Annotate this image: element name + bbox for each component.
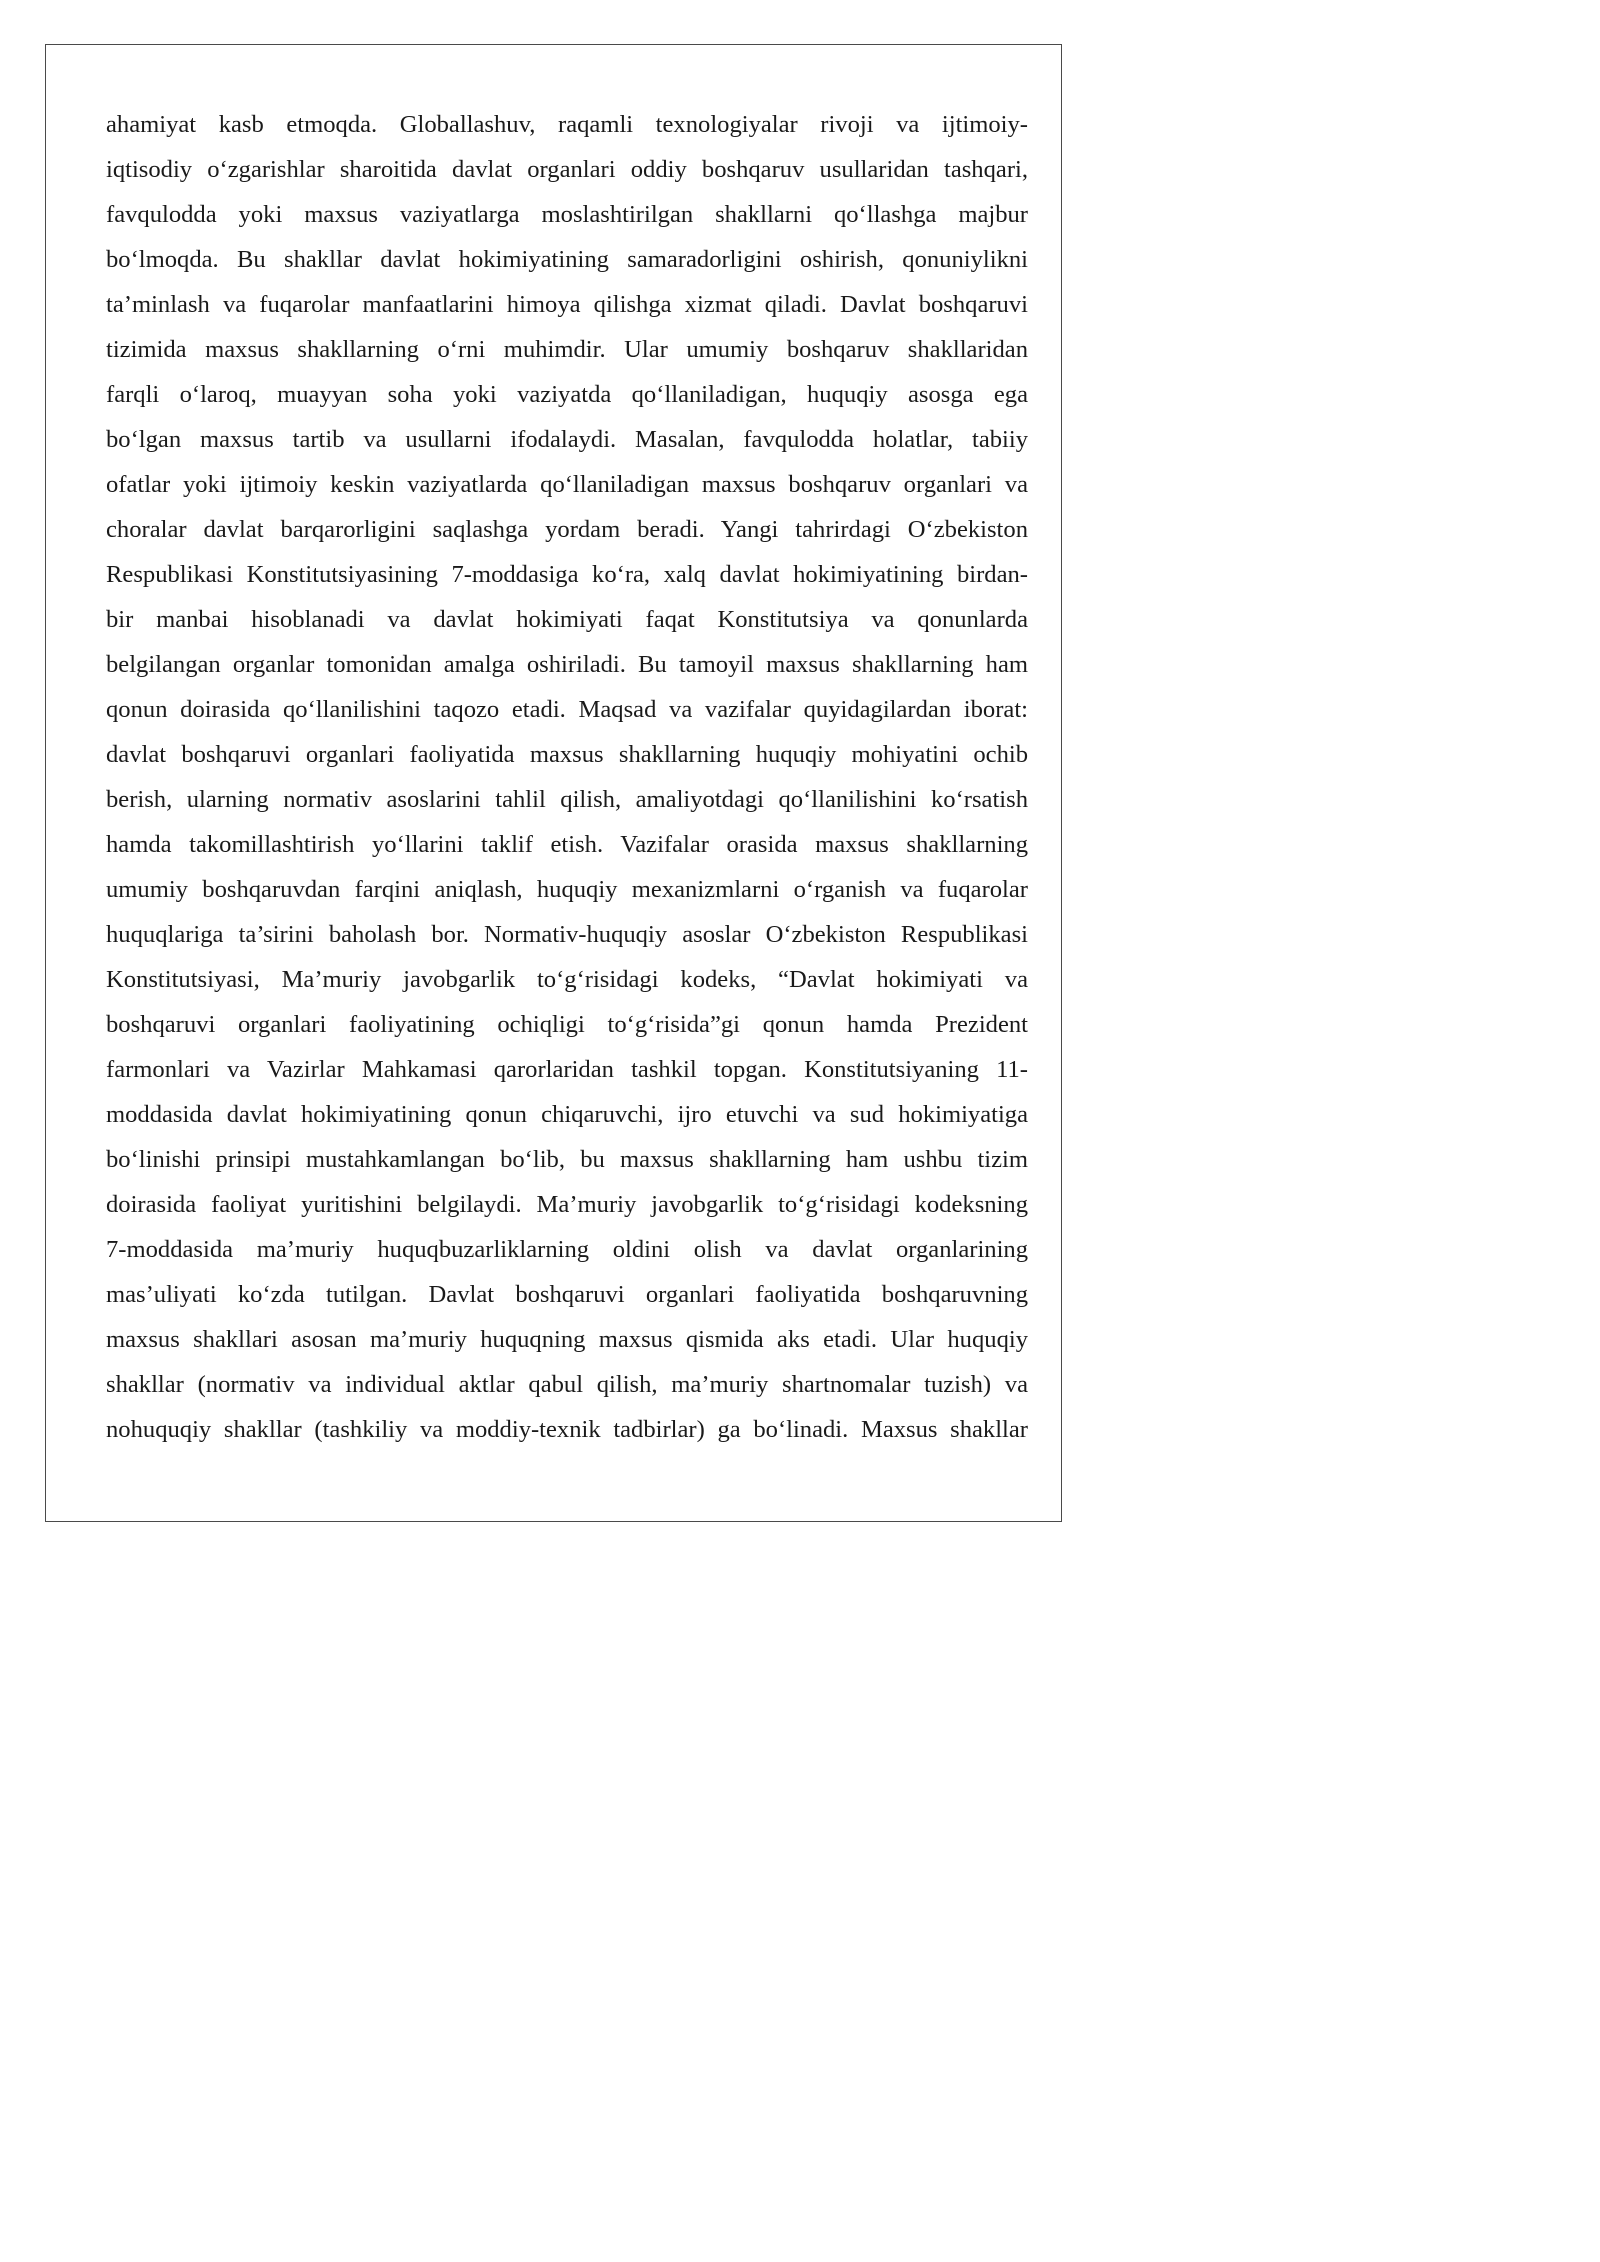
text-line: ofatlar yoki ijtimoiy keskin vaziyatlarda qo‘llaniladigan maxsus boshqaruv organlari va	[106, 471, 1028, 498]
text-line: bo‘lmoqda. Bu shakllar davlat hokimiyatining samaradorligini oshirish, qonuniylikni	[106, 246, 1028, 273]
text-line: huquqlariga ta’sirini baholash bor. Normativ-huquqiy asoslar O‘zbekiston Respublikasi	[106, 921, 1028, 948]
text-line: farmonlari va Vazirlar Mahkamasi qarorlaridan tashkil topgan. Konstitutsiyaning 11-	[106, 1056, 1028, 1083]
text-line: choralar davlat barqarorligini saqlashga yordam beradi. Yangi tahrirdagi O‘zbekiston	[106, 516, 1028, 543]
text-line: bo‘linishi prinsipi mustahkamlangan bo‘lib, bu maxsus shakllarning ham ushbu tizim	[106, 1146, 1028, 1173]
text-line: mas’uliyati ko‘zda tutilgan. Davlat boshqaruvi organlari faoliyatida boshqaruvning	[106, 1281, 1028, 1308]
text-line: bo‘lgan maxsus tartib va usullarni ifodalaydi. Masalan, favqulodda holatlar, tabiiy	[106, 426, 1028, 453]
text-line: ta’minlash va fuqarolar manfaatlarini himoya qilishga xizmat qiladi. Davlat boshqaruvi	[106, 291, 1028, 318]
text-line: favqulodda yoki maxsus vaziyatlarga moslashtirilgan shakllarni qo‘llashga majbur	[106, 201, 1028, 228]
text-line: Konstitutsiyasi, Ma’muriy javobgarlik to‘g‘risidagi kodeks, “Davlat hokimiyati va	[106, 966, 1028, 993]
text-line: qonun doirasida qo‘llanilishini taqozo etadi. Maqsad va vazifalar quyidagilardan iborat:	[106, 696, 1028, 723]
text-line: berish, ularning normativ asoslarini tahlil qilish, amaliyotdagi qo‘llanilishini ko‘rsatish	[106, 786, 1028, 813]
text-line: davlat boshqaruvi organlari faoliyatida maxsus shakllarning huquqiy mohiyatini ochib	[106, 741, 1028, 768]
text-line: moddasida davlat hokimiyatining qonun chiqaruvchi, ijro etuvchi va sud hokimiyatiga	[106, 1101, 1028, 1128]
text-line: tizimida maxsus shakllarning o‘rni muhimdir. Ular umumiy boshqaruv shakllaridan	[106, 336, 1028, 363]
text-line: Respublikasi Konstitutsiyasining 7-moddasiga ko‘ra, xalq davlat hokimiyatining birdan-	[106, 561, 1028, 588]
text-line: iqtisodiy o‘zgarishlar sharoitida davlat organlari oddiy boshqaruv usullaridan tashqari,	[106, 156, 1028, 183]
text-line: ahamiyat kasb etmoqda. Globallashuv, raqamli texnologiyalar rivoji va ijtimoiy-	[106, 111, 1028, 138]
text-line: nohuquqiy shakllar (tashkiliy va moddiy-texnik tadbirlar) ga bo‘linadi. Maxsus shakllar	[106, 1416, 1028, 1443]
text-line: umumiy boshqaruvdan farqini aniqlash, huquqiy mexanizmlarni o‘rganish va fuqarolar	[106, 876, 1028, 903]
text-line: boshqaruvi organlari faoliyatining ochiqligi to‘g‘risida”gi qonun hamda Prezident	[106, 1011, 1028, 1038]
body-paragraph	[106, 102, 1028, 1452]
text-line: maxsus shakllari asosan ma’muriy huquqning maxsus qismida aks etadi. Ular huquqiy	[106, 1326, 1028, 1353]
text-line: 7-moddasida ma’muriy huquqbuzarliklarning oldini olish va davlat organlarining	[106, 1236, 1028, 1263]
text-line: shakllar (normativ va individual aktlar qabul qilish, ma’muriy shartnomalar tuzish) va	[106, 1371, 1028, 1398]
text-line: farqli o‘laroq, muayyan soha yoki vaziyatda qo‘llaniladigan, huquqiy asosga ega	[106, 381, 1028, 408]
text-line: bir manbai hisoblanadi va davlat hokimiyati faqat Konstitutsiya va qonunlarda	[106, 606, 1028, 633]
text-line: doirasida faoliyat yuritishini belgilaydi. Ma’muriy javobgarlik to‘g‘risidagi kodeksning	[106, 1191, 1028, 1218]
text-line: belgilangan organlar tomonidan amalga oshiriladi. Bu tamoyil maxsus shakllarning ham	[106, 651, 1028, 678]
text-line: hamda takomillashtirish yo‘llarini taklif etish. Vazifalar orasida maxsus shakllarning	[106, 831, 1028, 858]
